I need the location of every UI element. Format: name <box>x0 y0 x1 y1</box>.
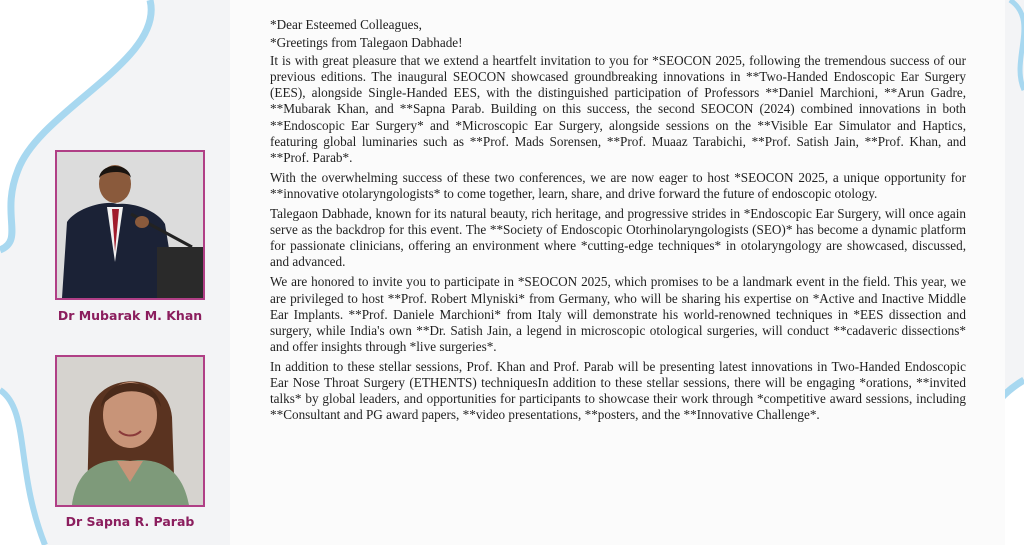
salutation: *Dear Esteemed Colleagues, <box>270 17 422 32</box>
profile-name-parab: Dr Sapna R. Parab <box>65 514 195 529</box>
letter-paragraph: We are honored to invite you to participate in *SEOCON 2025, which promises to be a landmark event in the field. This year, we are privileged to host **Prof. Robert Mlyniski* from Germany, who will be sharing his expertise on *Active and Inactive Middle Ear Implants. **Prof. Daniele Marchioni* from Italy will demonstrate his world-renowned techniques in *EES dissection and surgery, while India's own **Dr. Satish Jain, a legend in microscopic otological surgeries, will conduct **cadaveric dissections* and offer insights through *live surgeries*. <box>270 274 966 354</box>
profile-photo-parab <box>55 355 205 507</box>
speaker-at-podium-photo <box>57 152 203 298</box>
portrait-photo <box>57 357 203 505</box>
invitation-letter <box>270 17 966 427</box>
letter-paragraph: With the overwhelming success of these two conferences, we are now eager to host *SEOCON 2025, a unique opportunity for **innovative otolaryngologists* to come together, learn, share, and drive forward the future of endoscopic otology. <box>270 169 966 201</box>
letter-paragraph: In addition to these stellar sessions, Prof. Khan and Prof. Parab will be presenting latest innovations in Two-Handed Endoscopic Ear Nose Throat Surgery (ETHENTS) techniquesIn addition to these stellar sessions, there will be engaging *orations, **invited talks* by global leaders, and opportunities for participants to showcase their work through *competitive award sessions, including **Consultant and PG award papers, **video presentations, **posters, and the **Innovative Challenge*. <box>270 358 966 423</box>
letter-paragraph: Talegaon Dabhade, known for its natural beauty, rich heritage, and progressive strides in *Endoscopic Ear Surgery, will once again serve as the backdrop for this event. The **Society of Endoscopic Otorhinolaryngologists (SEO)* has become a dynamic platform for passionate clinicians, offering an environment where *cutting-edge techniques* in otolaryngology are showcased, discussed, and advanced. <box>270 206 966 270</box>
letter-paragraph: It is with great pleasure that we extend a heartfelt invitation to you for *SEOCON 2025, following the tremendous success of our previous editions. The inaugural SEOCON showcased groundbreaking innovations in **Two-Handed Endoscopic Ear Surgery (EES), alongside Single-Handed EES, with the distinguished participation of Professors **Daniel Marchioni, **Arun Gadre, **Mubarak Khan, and **Sapna Parab. Building on this success, the second SEOCON (2024) combined innovations in both **Endoscopic Ear Surgery* and *Microscopic Ear Surgery, alongside sessions on the **Visible Ear Simulator and Haptics, featuring global luminaries such as **Prof. Mads Sorensen, **Prof. Muaaz Tarabichi, **Prof. Satish Jain, **Prof. Khan, and **Prof. Parab*. <box>270 53 966 165</box>
profile-photo-khan <box>55 150 205 300</box>
profile-name-khan: Dr Mubarak M. Khan <box>57 308 203 323</box>
greeting: *Greetings from Talegaon Dabhade! <box>270 35 463 51</box>
